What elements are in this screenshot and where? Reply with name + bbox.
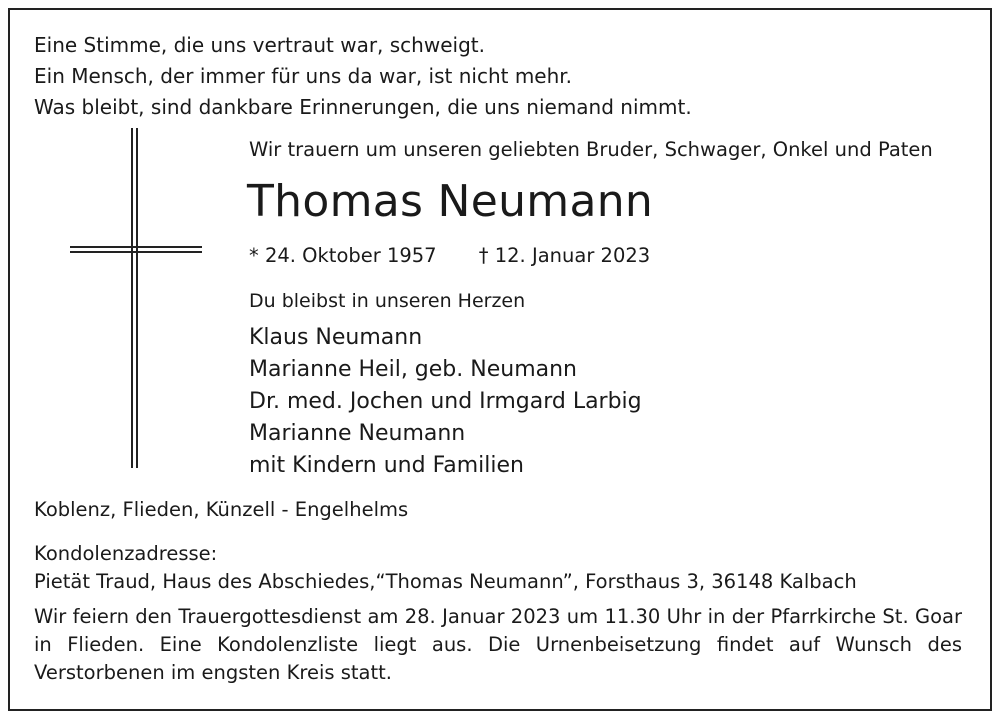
condolence-block — [34, 540, 857, 596]
death-date: † 12. Januar 2023 — [478, 244, 651, 267]
mourner: Dr. med. Jochen und Irmgard Larbig — [249, 389, 642, 414]
motto-line: Ein Mensch, der immer für uns da war, ist nicht mehr. — [34, 64, 573, 88]
cross-horizontal-line — [70, 246, 202, 248]
condolence-label: Kondolenzadresse: — [34, 542, 218, 565]
intro-text: Wir trauern um unseren geliebten Bruder, Schwager, Onkel und Paten — [249, 138, 933, 161]
motto — [34, 30, 692, 123]
motto-line: Was bleibt, sind dankbare Erinnerungen, die uns niemand nimmt. — [34, 95, 692, 119]
cross-vertical-line — [131, 128, 133, 468]
service-info: Wir feiern den Trauergottesdienst am 28. Januar 2023 um 11.30 Uhr in der Pfarrkirche St. Goar in Flieden. Eine Kondolenzliste liegt aus. Die Urnenbeisetzung findet auf Wunsch des Verstorbenen im engsten Kreis statt. — [34, 605, 962, 684]
memorial-phrase: Du bleibst in unseren Herzen — [249, 290, 526, 312]
life-dates — [249, 244, 650, 267]
places: Koblenz, Flieden, Künzell - Engelhelms — [34, 498, 409, 521]
mourner: Klaus Neumann — [249, 325, 423, 350]
cross-icon — [70, 128, 202, 468]
cross-horizontal-line — [70, 251, 202, 253]
deceased-name: Thomas Neumann — [247, 176, 654, 227]
mourners-list — [249, 322, 642, 482]
mourner: mit Kindern und Familien — [249, 453, 524, 478]
motto-line: Eine Stimme, die uns vertraut war, schweigt. — [34, 33, 485, 57]
condolence-address: Pietät Traud, Haus des Abschiedes,“Thomas Neumann”, Forsthaus 3, 36148 Kalbach — [34, 570, 857, 593]
birth-date: * 24. Oktober 1957 — [249, 244, 437, 267]
mourner: Marianne Neumann — [249, 421, 466, 446]
cross-vertical-line — [136, 128, 138, 468]
mourner: Marianne Heil, geb. Neumann — [249, 357, 577, 382]
